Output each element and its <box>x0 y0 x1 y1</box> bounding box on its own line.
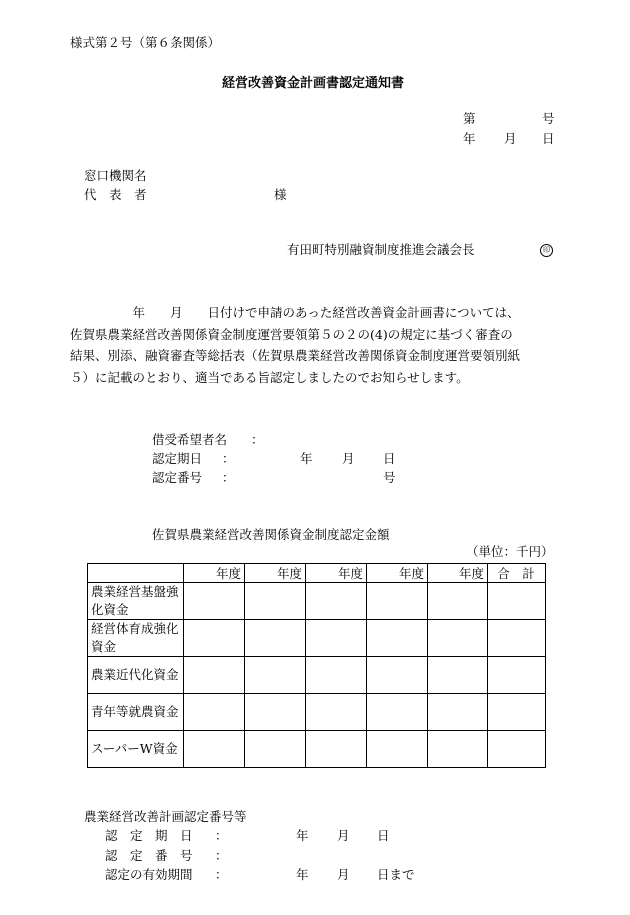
header-cell-year: 年度 <box>245 564 306 583</box>
cert-number-colon: ： <box>222 470 235 485</box>
row-label: 農業近代化資金 <box>88 657 184 694</box>
plan-heading: 農業経営改善計画認定番号等 <box>84 809 247 824</box>
table-row <box>88 583 546 620</box>
table-row <box>88 657 546 694</box>
amount-cell <box>306 620 367 657</box>
total-cell <box>488 694 546 731</box>
doc-number-suffix: 号 <box>542 111 555 126</box>
header-cell-year: 年度 <box>306 564 367 583</box>
plan-date-month: 月 <box>337 828 350 843</box>
amount-cell <box>367 657 428 694</box>
amount-cell <box>245 620 306 657</box>
cert-date-year: 年 <box>300 451 313 466</box>
amount-cell <box>245 694 306 731</box>
header-cell-year: 年度 <box>184 564 245 583</box>
table-row <box>88 694 546 731</box>
plan-period-until: 日まで <box>377 867 415 882</box>
amount-cell <box>245 731 306 768</box>
amount-cell <box>428 620 488 657</box>
amount-cell <box>428 731 488 768</box>
amount-cell <box>367 583 428 620</box>
amount-cell <box>184 694 245 731</box>
amount-cell <box>245 657 306 694</box>
amount-cell <box>306 731 367 768</box>
amount-cell <box>184 657 245 694</box>
amount-cell <box>367 620 428 657</box>
notice-body <box>70 302 570 388</box>
amount-cell <box>367 731 428 768</box>
table-header-row <box>88 564 546 583</box>
plan-period-year: 年 <box>296 867 309 882</box>
plan-date-year: 年 <box>296 828 309 843</box>
table-row <box>88 731 546 768</box>
amount-table-title: 佐賀県農業経営改善関係資金制度認定金額 <box>152 527 390 542</box>
issue-date-year: 年 <box>463 131 476 146</box>
row-label: 青年等就農資金 <box>88 694 184 731</box>
header-cell-blank <box>88 564 184 583</box>
amount-cell <box>184 583 245 620</box>
table-row <box>88 620 546 657</box>
row-label: 農業経営基盤強化資金 <box>88 583 184 620</box>
cert-date-day: 日 <box>383 451 396 466</box>
header-cell-year: 年度 <box>428 564 488 583</box>
body-line: 年 月 日付けで申請のあった経営改善資金計画書については、 <box>70 305 520 320</box>
body-line: 佐賀県農業経営改善関係資金制度運営要領第５の２の(4)の規定に基づく審査の <box>70 326 513 342</box>
recipient-rep-label: 代 表 者 <box>84 187 147 202</box>
amount-cell <box>428 583 488 620</box>
recipient-honorific: 様 <box>274 187 287 202</box>
body-line: 結果、別添、融資審査等総括表（佐賀県農業経営改善関係資金制度運営要領別紙 <box>70 348 521 363</box>
amount-cell <box>245 583 306 620</box>
total-cell <box>488 657 546 694</box>
amount-table-unit: （単位：千円） <box>466 544 554 559</box>
form-number: 様式第２号（第６条関係） <box>70 35 221 50</box>
amount-cell <box>428 694 488 731</box>
issue-date-month: 月 <box>504 131 517 146</box>
header-cell-total: 合 計 <box>488 564 546 583</box>
cert-number-label: 認定番号 <box>152 470 203 485</box>
amount-table <box>87 563 546 768</box>
plan-period-month: 月 <box>337 867 350 882</box>
header-cell-year: 年度 <box>367 564 428 583</box>
amount-cell <box>306 583 367 620</box>
recipient-agency-label: 窓口機関名 <box>84 168 147 183</box>
total-cell <box>488 731 546 768</box>
doc-number-prefix: 第 <box>463 111 476 126</box>
amount-cell <box>428 657 488 694</box>
cert-number-go: 号 <box>383 470 396 485</box>
total-cell <box>488 620 546 657</box>
applicant-name-colon: ： <box>251 432 264 447</box>
plan-date-day: 日 <box>377 828 390 843</box>
amount-cell <box>184 620 245 657</box>
amount-cell <box>184 731 245 768</box>
plan-date-label: 認 定 期 日 <box>105 828 193 843</box>
amount-cell <box>306 657 367 694</box>
plan-number-label: 認 定 番 号 <box>105 848 193 863</box>
seal-mark: 印 <box>540 244 553 257</box>
cert-date-month: 月 <box>342 451 355 466</box>
cert-date-label: 認定期日 <box>152 451 203 466</box>
amount-cell <box>306 694 367 731</box>
body-line: ５）に記載のとおり、適当である旨認定しましたのでお知らせします。 <box>70 369 469 385</box>
document-title: 経営改善資金計画書認定通知書 <box>222 76 405 91</box>
plan-period-colon: ： <box>215 867 228 882</box>
issue-date-day: 日 <box>542 131 555 146</box>
sender-name: 有田町特別融資制度推進会議会長 <box>287 242 475 257</box>
total-cell <box>488 583 546 620</box>
plan-number-colon: ： <box>215 848 228 863</box>
plan-date-colon: ： <box>215 828 228 843</box>
amount-cell <box>367 694 428 731</box>
row-label: 経営体育成強化資金 <box>88 620 184 657</box>
row-label: スーパーW資金 <box>88 731 184 768</box>
cert-date-colon: ： <box>222 451 235 466</box>
applicant-name-label: 借受希望者名 <box>152 432 228 447</box>
plan-period-label: 認定の有効期間 <box>105 867 193 882</box>
